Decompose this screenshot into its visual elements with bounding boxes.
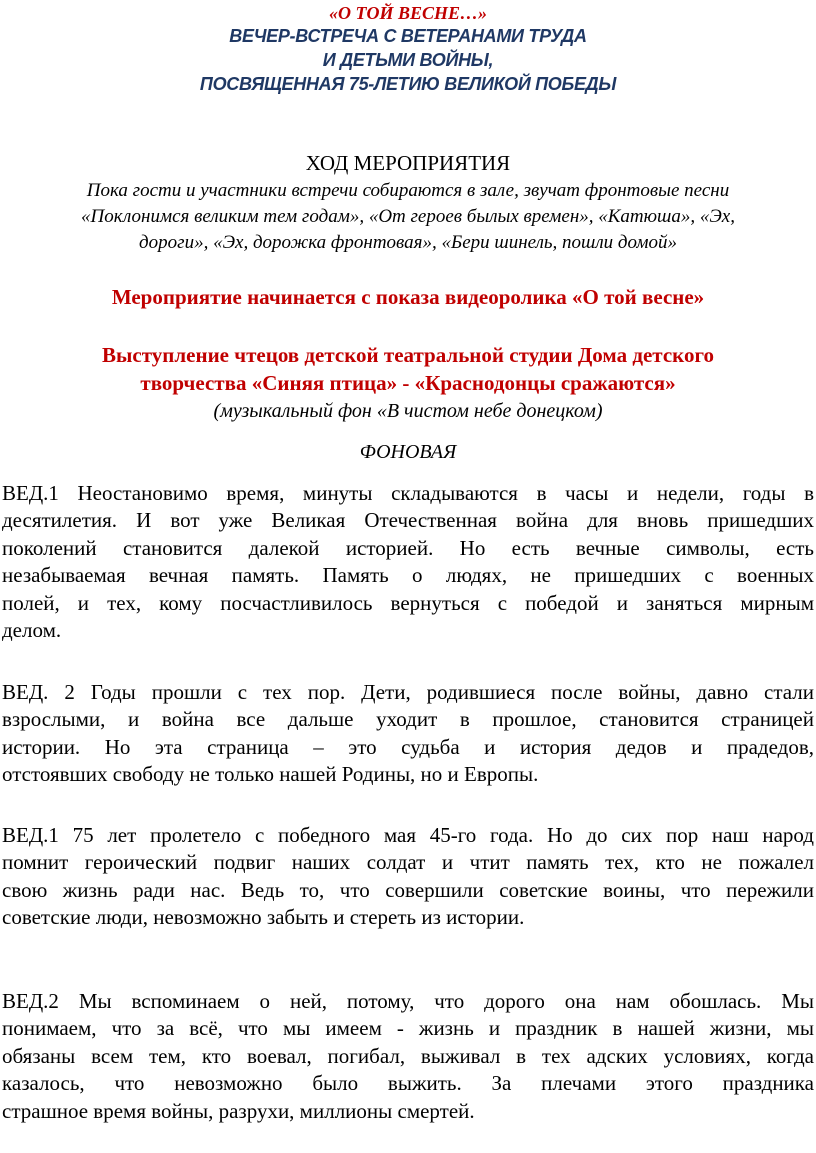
paragraph-line: делом.: [2, 618, 62, 643]
paragraph-line: полей, и тех, кому посчастливилось вернуться с победой и заняться мирным: [2, 590, 814, 615]
performance-announcement-line: творчества «Синяя птица» - «Краснодонцы сражаются»: [140, 371, 676, 395]
paragraph-line: отстоявших свободу не только нашей Родины, но и Европы.: [2, 762, 539, 787]
event-subtitle-line: ПОСВЯЩЕННАЯ 75-ЛЕТИЮ ВЕЛИКОЙ ПОБЕДЫ: [199, 74, 617, 94]
program-intro: [20, 178, 796, 256]
event-title: «О ТОЙ ВЕСНЕ…»: [328, 3, 488, 23]
background-label: ФОНОВАЯ: [359, 441, 457, 463]
paragraph-line: десятилетия. И вот уже Великая Отечественная война для вновь пришедших: [2, 508, 814, 533]
paragraph-line: советские люди, невозможно забыть и стереть из истории.: [2, 905, 525, 930]
paragraph-line: страшное время войны, разрухи, миллионы смертей.: [2, 1098, 475, 1123]
paragraph-line: обязаны всем тем, кто воевал, погибал, выживал в тех адских условиях, когда: [2, 1043, 814, 1068]
paragraph-line: понимаем, что за всё, что мы имеем - жизнь и праздник в нашей жизни, мы: [2, 1016, 814, 1041]
event-subtitle-line: И ДЕТЬМИ ВОЙНЫ,: [322, 50, 494, 70]
paragraph-line: ВЕД.1 Неостановимо время, минуты складываются в часы и недели, годы в: [2, 481, 814, 505]
video-announcement: Мероприятие начинается с показа видеоролика «О той весне»: [111, 285, 705, 309]
event-subtitle: [0, 24, 816, 96]
paragraph-line: взрослыми, и война все дальше уходит в прошлое, становится страницей: [2, 707, 814, 732]
narrator-paragraph: [2, 679, 814, 789]
paragraph-line: незабываемая вечная память. Память о людях, не пришедших с военных: [2, 563, 814, 588]
paragraph-line: поколений становится далекой историей. Но есть вечные символы, есть: [2, 535, 814, 560]
program-heading: ХОД МЕРОПРИЯТИЯ: [305, 151, 511, 175]
paragraph-line: помнит героический подвиг наших солдат и чтит память тех, кто не пожалел: [2, 850, 814, 875]
paragraph-line: казалось, что невозможно было выжить. За плечами этого праздника: [2, 1071, 814, 1096]
intro-line: Пока гости и участники встречи собираются в зале, звучат фронтовые песни: [86, 180, 730, 201]
music-note: (музыкальный фон «В чистом небе донецком): [213, 400, 603, 422]
intro-line: «Поклонимся великим тем годам», «От героев былых времен», «Катюша», «Эх,: [81, 206, 735, 227]
intro-line: дороги», «Эх, дорожка фронтовая», «Бери шинель, пошли домой»: [139, 232, 677, 253]
paragraph-line: ВЕД. 2 Годы прошли с тех пор. Дети, родившиеся после войны, давно стали: [2, 680, 814, 704]
paragraph-line: истории. Но эта страница – это судьба и история дедов и прадедов,: [2, 734, 814, 759]
narrator-paragraph: [2, 480, 814, 644]
paragraph-line: ВЕД.1 75 лет пролетело с победного мая 45-го года. Но до сих пор наш народ: [2, 823, 814, 847]
narrator-paragraph: [2, 822, 814, 932]
paragraph-line: свою жизнь ради нас. Ведь то, что совершили советские воины, что пережили: [2, 877, 814, 902]
paragraph-line: ВЕД.2 Мы вспоминаем о ней, потому, что дорого она нам обошлась. Мы: [2, 989, 814, 1013]
event-subtitle-line: ВЕЧЕР-ВСТРЕЧА С ВЕТЕРАНАМИ ТРУДА: [229, 26, 587, 46]
narrator-paragraph: [2, 988, 814, 1125]
performance-announcement-line: Выступление чтецов детской театральной студии Дома детского: [102, 343, 714, 367]
